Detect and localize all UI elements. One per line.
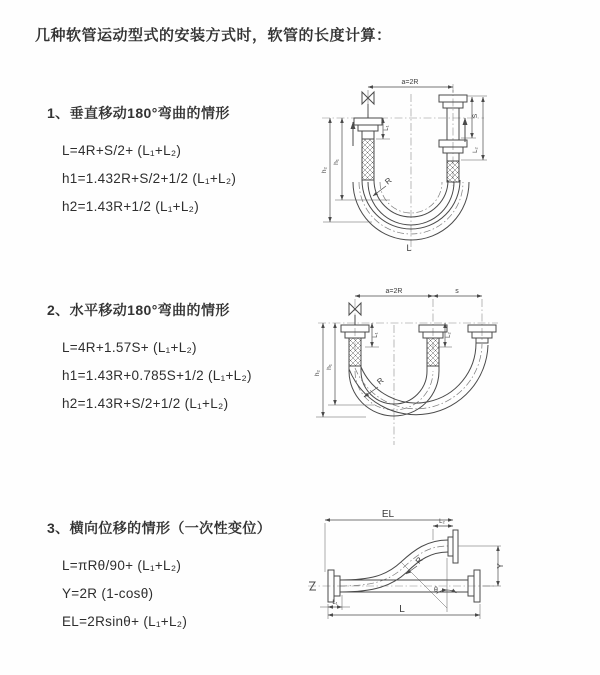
dim-label-l2: L₂: [473, 147, 479, 153]
dim-label-h1: h₁: [326, 364, 333, 370]
dim-label-l2: L₂: [439, 519, 445, 525]
dim-label-theta: θ: [434, 587, 438, 594]
section-vertical-travel: [47, 103, 236, 227]
dim-label-h2: h₂: [314, 369, 321, 377]
dim-label-s: s: [455, 288, 459, 295]
dim-label-y: Y: [496, 563, 505, 569]
moving-end-fitting-start: [419, 325, 447, 371]
centerlines: [318, 299, 498, 445]
centerlines: [322, 84, 484, 250]
left-hose-fitting: [354, 118, 382, 180]
formula-line: h1=1.432R+S/2+1/2 (L₁+L₂): [62, 171, 237, 186]
formula-line: h1=1.43R+0.785S+1/2 (L₁+L₂): [62, 368, 252, 383]
section-lateral-displacement: [47, 518, 271, 642]
dim-label-r: R: [383, 175, 394, 187]
dimension-lines: [323, 87, 487, 222]
dim-label-l1: L₁: [373, 332, 379, 338]
formula-line: L=πRθ/90+ (L₁+L₂): [62, 558, 182, 573]
dim-label-l: L: [406, 243, 412, 253]
formula-line: EL=2Rsinθ+ (L₁+L₂): [62, 614, 188, 629]
section-3-heading: 3、横向位移的情形（一次性变位）: [47, 520, 272, 536]
displaced-hose: [340, 530, 458, 592]
dim-label-r: R: [413, 555, 425, 566]
dim-label-h2: h₂: [321, 166, 328, 174]
formula-line: h2=1.43R+1/2 (L₁+L₂): [62, 199, 200, 214]
dim-label-l1: L₁: [384, 125, 390, 131]
dim-label-l1: L₁: [332, 600, 338, 606]
formula-line: L=4R+1.57S+ (L₁+L₂): [62, 340, 197, 355]
angle-construction: [401, 558, 457, 612]
dim-label-el: EL: [381, 509, 395, 520]
dim-label-l: L: [399, 604, 405, 615]
dim-label-r: R: [375, 375, 386, 387]
diagram-horizontal-180-bend: [308, 283, 600, 475]
section-horizontal-travel: [47, 300, 252, 424]
dim-label-l2: L₂: [446, 332, 452, 338]
section-1-heading: 1、垂直移动180°弯曲的情形: [47, 105, 230, 121]
page-title: 几种软管运动型式的安装方式时，软管的长度计算：: [35, 27, 392, 44]
section-2-heading: 2、水平移动180°弯曲的情形: [47, 302, 230, 318]
dimension-lines: [316, 296, 482, 417]
formula-line: L=4R+S/2+ (L₁+L₂): [62, 143, 182, 158]
diagram-lateral-displacement: [300, 500, 600, 668]
dim-label-a2r: a=2R: [385, 288, 403, 295]
dim-label-a2r: a=2R: [401, 79, 419, 86]
dim-label-h1: h₁: [333, 159, 340, 165]
diagram-vertical-180-bend: [310, 70, 600, 260]
dim-label-s: S: [472, 113, 479, 119]
formula-line: Y=2R (1-cosθ): [62, 586, 154, 601]
formula-line: h2=1.43R+S/2+1/2 (L₁+L₂): [62, 396, 229, 411]
fixed-end-fitting: [341, 325, 369, 371]
